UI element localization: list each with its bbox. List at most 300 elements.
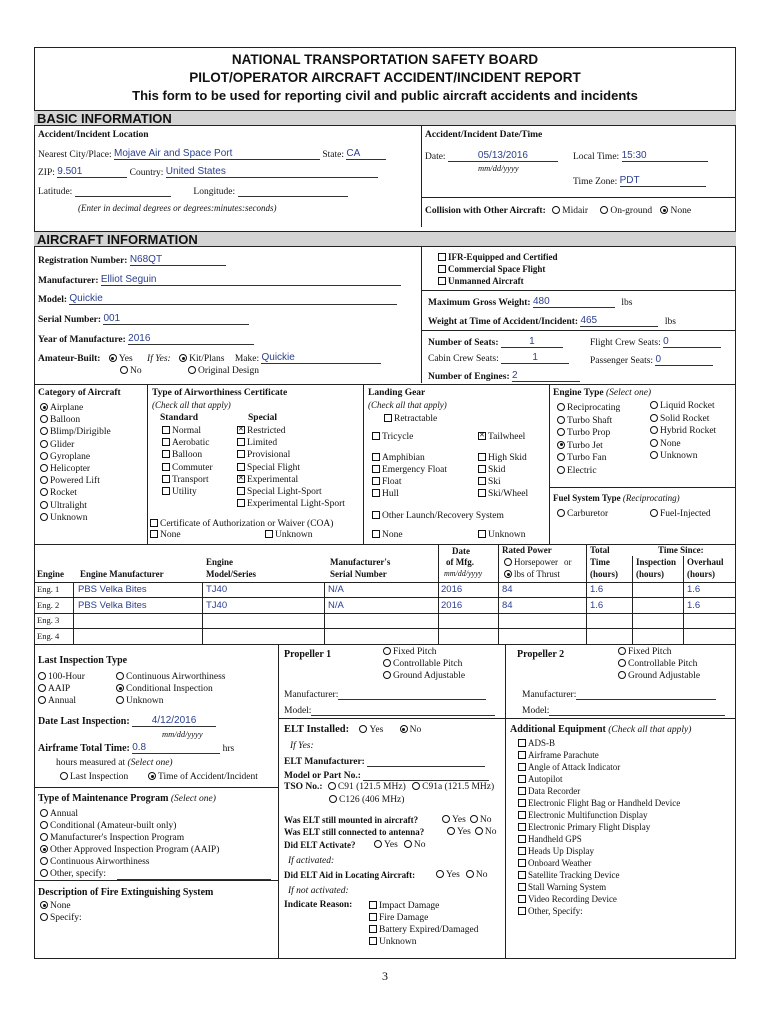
- unmanned-checkbox[interactable]: [438, 277, 446, 285]
- maint-5-radio[interactable]: [40, 869, 48, 877]
- eng-ovh[interactable]: 1.6: [687, 584, 701, 595]
- col-ovh-2: (hours): [687, 569, 716, 579]
- engine-type-r1-radio[interactable]: [650, 414, 658, 422]
- weight-row: [428, 315, 676, 327]
- activate-no-radio[interactable]: [404, 840, 412, 848]
- reason-3-checkbox[interactable]: [369, 937, 377, 945]
- std-4-label: Transport: [172, 474, 209, 485]
- zip-label: ZIP:: [38, 168, 55, 178]
- special-2-checkbox[interactable]: [237, 450, 245, 458]
- amphibian-checkbox[interactable]: [372, 453, 380, 461]
- eng-serial[interactable]: N/A: [328, 584, 344, 595]
- amateur-yes-label: Yes: [118, 354, 133, 364]
- year-field[interactable]: 2016: [128, 333, 254, 345]
- equip-12-row: [518, 882, 606, 892]
- hp-label: Horsepower: [514, 557, 558, 567]
- eng-model[interactable]: TJ40: [206, 584, 228, 595]
- mounted-yes-radio[interactable]: [442, 815, 450, 823]
- activate-yes-radio[interactable]: [374, 840, 382, 848]
- page-number: 3: [382, 969, 388, 983]
- other-launch-checkbox[interactable]: [372, 511, 380, 519]
- longitude-field[interactable]: [238, 185, 348, 197]
- elt-yes-radio[interactable]: [359, 725, 367, 733]
- fire-specify-radio[interactable]: [40, 913, 48, 921]
- ifr-row: [438, 252, 558, 262]
- retractable-checkbox[interactable]: [384, 414, 392, 422]
- collision-onground-radio[interactable]: [600, 206, 608, 214]
- timezone-field[interactable]: PDT: [620, 175, 706, 187]
- coa-unknown-checkbox[interactable]: [265, 530, 273, 538]
- special-5-row: [237, 487, 322, 497]
- connected-yes-label: Yes: [457, 827, 471, 837]
- special-6-row: [237, 499, 345, 509]
- elt-mounted-opts: [442, 815, 491, 825]
- att-field[interactable]: 0.8: [132, 742, 220, 754]
- col-date-3: mm/dd/yyyy: [444, 569, 483, 578]
- maint-1-radio[interactable]: [40, 821, 48, 829]
- airworthiness-title: Type of Airworthiness Certificate: [152, 388, 288, 398]
- city-field[interactable]: Mojave Air and Space Port: [114, 148, 320, 160]
- make-field[interactable]: Quickie: [261, 352, 381, 364]
- unmanned-label: Unmanned Aircraft: [448, 276, 524, 286]
- engine-type-0-row: [557, 403, 620, 413]
- model-field[interactable]: Quickie: [69, 293, 397, 305]
- connected-yes-radio[interactable]: [447, 827, 455, 835]
- tailwheel-label: Tailwheel: [488, 432, 526, 442]
- category-9-radio[interactable]: [40, 513, 48, 521]
- eng-model[interactable]: TJ40: [206, 599, 228, 611]
- engine-type-r1-label: Solid Rocket: [660, 413, 710, 424]
- category-6-radio[interactable]: [40, 476, 48, 484]
- equip-1-row: [518, 750, 599, 760]
- equip-10-row: [518, 858, 591, 868]
- float-checkbox[interactable]: [372, 477, 380, 485]
- tricycle-label: Tricycle: [382, 432, 414, 442]
- std-1-checkbox[interactable]: [162, 438, 170, 446]
- latitude-field[interactable]: [75, 185, 171, 197]
- divider: [683, 556, 684, 644]
- engine-type-0-radio[interactable]: [557, 403, 565, 411]
- engine-type-r0-radio[interactable]: [650, 401, 658, 409]
- locating-no-radio[interactable]: [466, 870, 474, 878]
- landing-none-checkbox[interactable]: [372, 530, 380, 538]
- timezone-row: [573, 175, 706, 187]
- special-0-checkbox[interactable]: [237, 426, 245, 434]
- skiwheel-checkbox[interactable]: [478, 489, 486, 497]
- ps-label: Passenger Seats:: [590, 356, 654, 366]
- registration-row: [38, 254, 226, 266]
- maint-other-field[interactable]: [117, 868, 271, 880]
- insp-unknown-label: Unknown: [126, 696, 164, 706]
- time-field[interactable]: 15:30: [622, 150, 708, 162]
- prop1-ground-radio[interactable]: [383, 671, 391, 679]
- ifr-checkbox[interactable]: [438, 253, 446, 261]
- category-8-label: Ultralight: [50, 500, 87, 511]
- amateur-no-radio[interactable]: [120, 366, 128, 374]
- equip-4-checkbox[interactable]: [518, 787, 526, 795]
- prop1-mfr-field[interactable]: [338, 688, 486, 700]
- elt-model-row: [284, 769, 489, 781]
- amateur-label: Amateur-Built:: [38, 354, 101, 364]
- divider: [632, 556, 633, 644]
- kit-plans-radio[interactable]: [179, 354, 187, 362]
- prop2-ctrl-radio[interactable]: [618, 659, 626, 667]
- equip-3-row: [518, 774, 563, 784]
- inspection-title: Last Inspection Type: [38, 655, 128, 666]
- category-0-radio[interactable]: [40, 403, 48, 411]
- eng-serial[interactable]: N/A: [328, 599, 344, 611]
- elt-model-label: Model or Part No.:: [284, 771, 361, 781]
- c91-label: C91 (121.5 MHz): [337, 782, 406, 792]
- retractable-row: [384, 414, 437, 424]
- coa-none-checkbox[interactable]: [150, 530, 158, 538]
- eng-date[interactable]: 2016: [441, 599, 463, 611]
- divider: [34, 787, 278, 788]
- c91a-radio[interactable]: [412, 782, 420, 790]
- std-4-row: [162, 475, 209, 485]
- equip-13-row: [518, 894, 617, 904]
- prop2-model-field[interactable]: [549, 704, 725, 716]
- insp-conditional-label: Conditional Inspection: [126, 684, 213, 694]
- collision-midair-radio[interactable]: [552, 206, 560, 214]
- maint-title: Type of Maintenance Program: [38, 793, 169, 804]
- equip-13-checkbox[interactable]: [518, 895, 526, 903]
- prop1-mfr-row: [284, 688, 486, 700]
- year-row: [38, 333, 254, 345]
- prop2-ground-radio[interactable]: [618, 671, 626, 679]
- insp-unknown-radio[interactable]: [116, 696, 124, 704]
- insp-date-row: [38, 715, 216, 727]
- equip-9-checkbox[interactable]: [518, 847, 526, 855]
- ps-field[interactable]: 0: [655, 354, 713, 366]
- c126-radio[interactable]: [329, 795, 337, 803]
- divider: [202, 582, 203, 644]
- eng-power[interactable]: 84: [502, 599, 513, 611]
- mgw-label: Maximum Gross Weight:: [428, 298, 531, 308]
- engine-type-r3-radio[interactable]: [650, 439, 658, 447]
- time-acc-label: Time of Accident/Incident: [158, 772, 258, 782]
- connected-no-label: No: [484, 827, 497, 837]
- amateur-yes-radio[interactable]: [109, 354, 117, 362]
- state-field[interactable]: CA: [346, 148, 386, 160]
- weight-field[interactable]: 465: [580, 315, 658, 327]
- equip-14-checkbox[interactable]: [518, 907, 526, 915]
- coords-row: [38, 185, 348, 197]
- engine-type-1-radio[interactable]: [557, 416, 565, 424]
- equip-11-checkbox[interactable]: [518, 871, 526, 879]
- timezone-label: Time Zone:: [573, 177, 618, 187]
- time-acc-radio[interactable]: [148, 772, 156, 780]
- maint-0-row: [40, 809, 78, 819]
- equip-10-checkbox[interactable]: [518, 859, 526, 867]
- prop2-mfr-label: Manufacturer:: [522, 690, 577, 700]
- engines-row: [428, 370, 580, 382]
- category-8-radio[interactable]: [40, 501, 48, 509]
- special-5-checkbox[interactable]: [237, 487, 245, 495]
- special-0-row: [237, 426, 286, 436]
- equip-8-row: [518, 834, 582, 844]
- reason-3-label: Unknown: [379, 937, 417, 947]
- country-label: Country:: [129, 168, 164, 178]
- elt-mfr-field[interactable]: [367, 755, 485, 767]
- hull-label: Hull: [382, 489, 399, 499]
- category-9-label: Unknown: [50, 512, 88, 523]
- equip-6-row: [518, 810, 647, 820]
- ccs-row: [428, 352, 569, 364]
- landing-none-row: [372, 530, 403, 540]
- equip-6-checkbox[interactable]: [518, 811, 526, 819]
- engine-type-5-row: [557, 466, 597, 476]
- prop2-model-row: [522, 704, 725, 716]
- insp-continuous-radio[interactable]: [116, 672, 124, 680]
- elt-mfr-row: [284, 755, 485, 767]
- collision-none-radio[interactable]: [660, 206, 668, 214]
- prop1-model-row: [284, 704, 495, 716]
- divider: [421, 126, 422, 227]
- last-insp-row: [60, 772, 128, 782]
- insp-annual-radio[interactable]: [38, 696, 46, 704]
- last-insp-radio[interactable]: [60, 772, 68, 780]
- prop1-mfr-label: Manufacturer:: [284, 690, 339, 700]
- eng-power[interactable]: 84: [502, 584, 513, 595]
- special-3-checkbox[interactable]: [237, 463, 245, 471]
- special-6-checkbox[interactable]: [237, 499, 245, 507]
- equip-11-label: Satellite Tracking Device: [528, 870, 620, 880]
- prop2-fixed-radio[interactable]: [618, 647, 626, 655]
- insp-aaip-radio[interactable]: [38, 684, 46, 692]
- equip-0-label: ADS-B: [528, 738, 556, 748]
- std-3-checkbox[interactable]: [162, 463, 170, 471]
- elt-connected-label: Was ELT still connected to antenna?: [284, 827, 425, 837]
- eng-total[interactable]: 1.6: [590, 599, 604, 611]
- fcs-label: Flight Crew Seats:: [590, 338, 661, 348]
- fcs-field[interactable]: 0: [663, 336, 721, 348]
- engine-type-5-radio[interactable]: [557, 466, 565, 474]
- engine-type-r4-radio[interactable]: [650, 451, 658, 459]
- col-ovh-1: Overhaul: [687, 557, 724, 567]
- category-0-row: [40, 403, 83, 413]
- insp-100h: [38, 672, 85, 682]
- engine-type-1-row: [557, 416, 612, 426]
- std-4-checkbox[interactable]: [162, 475, 170, 483]
- skid-row: [478, 465, 505, 475]
- ccs-field[interactable]: 1: [501, 352, 569, 364]
- maint-0-radio[interactable]: [40, 809, 48, 817]
- category-title: Category of Aircraft: [38, 388, 121, 398]
- equip-8-checkbox[interactable]: [518, 835, 526, 843]
- std-2-checkbox[interactable]: [162, 450, 170, 458]
- country-field[interactable]: United States: [166, 166, 378, 178]
- maint-2-radio[interactable]: [40, 833, 48, 841]
- registration-field[interactable]: N68QT: [130, 254, 226, 266]
- coa-checkbox[interactable]: [150, 519, 158, 527]
- reason-0-row: [369, 901, 439, 911]
- thrust-radio[interactable]: [504, 570, 512, 578]
- emergency-checkbox[interactable]: [372, 465, 380, 473]
- zip-field[interactable]: 9.501: [57, 166, 127, 178]
- category-2-radio[interactable]: [40, 427, 48, 435]
- prop1-fixed-row: [383, 647, 437, 657]
- locating-yes-radio[interactable]: [436, 870, 444, 878]
- std-0-checkbox[interactable]: [162, 426, 170, 434]
- std-1-label: Aerobatic: [172, 438, 210, 449]
- thrust-label: lbs of Thrust: [514, 569, 560, 579]
- eng-date[interactable]: 2016: [441, 584, 463, 595]
- float-row: [372, 477, 402, 487]
- connected-no-radio[interactable]: [475, 827, 483, 835]
- manufacturer-field[interactable]: Elliot Seguin: [101, 274, 401, 286]
- highskid-checkbox[interactable]: [478, 453, 486, 461]
- elt-yes-label: Yes: [369, 725, 384, 735]
- skid-checkbox[interactable]: [478, 465, 486, 473]
- category-1-radio[interactable]: [40, 415, 48, 423]
- col-power: Rated Power: [502, 545, 552, 555]
- elt-tso-label: TSO No.:: [284, 782, 323, 792]
- equip-2-checkbox[interactable]: [518, 763, 526, 771]
- insp-date-format: mm/dd/yyyy: [162, 729, 203, 739]
- mgw-row: [428, 296, 632, 308]
- serial-field[interactable]: 001: [103, 313, 249, 325]
- engine-type-r0-row: [650, 401, 715, 411]
- engine-type-2-radio[interactable]: [557, 428, 565, 436]
- insp-100h-radio[interactable]: [38, 672, 46, 680]
- prop2-mfr-field[interactable]: [576, 688, 716, 700]
- c91a-label: C91a (121.5 MHz): [422, 782, 495, 792]
- category-4-row: [40, 452, 90, 462]
- c91-radio[interactable]: [328, 782, 336, 790]
- equip-3-checkbox[interactable]: [518, 775, 526, 783]
- prop1-fixed-radio[interactable]: [383, 647, 391, 655]
- reason-1-checkbox[interactable]: [369, 913, 377, 921]
- std-2-label: Balloon: [172, 450, 203, 461]
- maint-2-row: [40, 833, 184, 843]
- date-field[interactable]: 05/13/2016: [448, 150, 558, 162]
- col-total-2: Time: [590, 557, 610, 567]
- csf-row: [438, 264, 545, 274]
- std-5-checkbox[interactable]: [162, 487, 170, 495]
- prop1-ctrl-radio[interactable]: [383, 659, 391, 667]
- eng-ovh[interactable]: 1.6: [687, 599, 701, 611]
- equip-7-checkbox[interactable]: [518, 823, 526, 831]
- model-label: Model:: [38, 295, 68, 305]
- divider: [324, 582, 325, 644]
- insp-conditional-radio[interactable]: [116, 684, 124, 692]
- unmanned-row: [438, 276, 524, 286]
- eng-mfr[interactable]: PBS Velka Bites: [78, 599, 147, 611]
- hull-checkbox[interactable]: [372, 489, 380, 497]
- ccs-label: Cabin Crew Seats:: [428, 354, 499, 364]
- divider: [34, 582, 736, 583]
- mgw-field[interactable]: 480: [533, 296, 615, 308]
- eng-mfr[interactable]: PBS Velka Bites: [78, 584, 147, 595]
- maint-5-label: Other, specify:: [50, 869, 107, 879]
- prop2-model-label: Model:: [522, 706, 550, 716]
- equip-3-label: Autopilot: [528, 774, 563, 784]
- tricycle-checkbox[interactable]: [372, 432, 380, 440]
- longitude-label: Longitude:: [193, 187, 236, 197]
- carb-radio[interactable]: [557, 509, 565, 517]
- tailwheel-checkbox[interactable]: [478, 432, 486, 440]
- category-4-radio[interactable]: [40, 452, 48, 460]
- mounted-no-radio[interactable]: [470, 815, 478, 823]
- maint-4-row: [40, 857, 150, 867]
- reason-0-checkbox[interactable]: [369, 901, 377, 909]
- ski-checkbox[interactable]: [478, 477, 486, 485]
- seats-label: Number of Seats:: [428, 338, 499, 348]
- ifr-label: IFR-Equipped and Certified: [448, 252, 558, 262]
- std-5-label: Utility: [172, 487, 197, 497]
- engine-type-4-label: Turbo Fan: [567, 453, 607, 463]
- hp-radio[interactable]: [504, 558, 512, 566]
- fi-radio[interactable]: [650, 509, 658, 517]
- elt-ifact: If activated:: [288, 856, 335, 866]
- maint-4-radio[interactable]: [40, 857, 48, 865]
- or-label: or: [564, 557, 572, 567]
- reason-2-checkbox[interactable]: [369, 925, 377, 933]
- engine-type-r4-row: [650, 451, 697, 461]
- maint-2-label: Manufacturer's Inspection Program: [50, 833, 185, 843]
- ski-row: [478, 477, 501, 487]
- equip-1-checkbox[interactable]: [518, 751, 526, 759]
- special-4-checkbox[interactable]: [237, 475, 245, 483]
- eng-label: Eng. 1: [37, 584, 60, 594]
- section-aircraft-information: AIRCRAFT INFORMATION: [34, 231, 736, 247]
- prop1-model-field[interactable]: [311, 704, 495, 716]
- maint-3-radio[interactable]: [40, 845, 48, 853]
- original-design-label: Original Design: [198, 366, 259, 376]
- divider: [34, 644, 736, 645]
- landing-unknown-checkbox[interactable]: [478, 530, 486, 538]
- standard-heading: Standard: [160, 413, 199, 423]
- carb-row: [557, 509, 608, 519]
- emergency-label: Emergency Float: [382, 465, 447, 475]
- csf-checkbox[interactable]: [438, 265, 446, 273]
- maint-5-row: [40, 869, 106, 879]
- category-7-radio[interactable]: [40, 488, 48, 496]
- seats-field[interactable]: 1: [501, 336, 563, 348]
- engine-type-r0-label: Liquid Rocket: [660, 401, 715, 411]
- equip-title: Additional Equipment: [510, 724, 606, 735]
- form-subtitle: This form to be used for reporting civil and public aircraft accidents and incidents: [132, 88, 638, 103]
- time-row: [573, 150, 708, 162]
- weight-label: Weight at Time of Accident/Incident:: [428, 317, 579, 327]
- maint-note: (Select one): [170, 794, 216, 804]
- category-5-radio[interactable]: [40, 464, 48, 472]
- elt-connected-opts: [447, 827, 496, 837]
- equip-5-checkbox[interactable]: [518, 799, 526, 807]
- engine-type-4-radio[interactable]: [557, 453, 565, 461]
- equip-0-checkbox[interactable]: [518, 739, 526, 747]
- elt-no-radio[interactable]: [400, 725, 408, 733]
- insp-date-field[interactable]: 4/12/2016: [132, 715, 216, 727]
- hull-row: [372, 489, 399, 499]
- engine-type-r2-radio[interactable]: [650, 426, 658, 434]
- coa-none-row: [150, 530, 181, 540]
- equip-12-checkbox[interactable]: [518, 883, 526, 891]
- engine-type-title: Engine Type: [553, 388, 604, 398]
- engine-type-3-radio[interactable]: [557, 441, 565, 449]
- fire-none-radio[interactable]: [40, 901, 48, 909]
- special-4-row: [237, 475, 298, 485]
- category-3-radio[interactable]: [40, 440, 48, 448]
- special-1-checkbox[interactable]: [237, 438, 245, 446]
- engines-field[interactable]: 2: [512, 370, 580, 382]
- elt-model-field[interactable]: [363, 769, 489, 781]
- eng-total[interactable]: 1.6: [590, 584, 604, 595]
- original-design-radio[interactable]: [188, 366, 196, 374]
- prop1-model-label: Model:: [284, 706, 312, 716]
- category-0-label: Airplane: [50, 403, 84, 413]
